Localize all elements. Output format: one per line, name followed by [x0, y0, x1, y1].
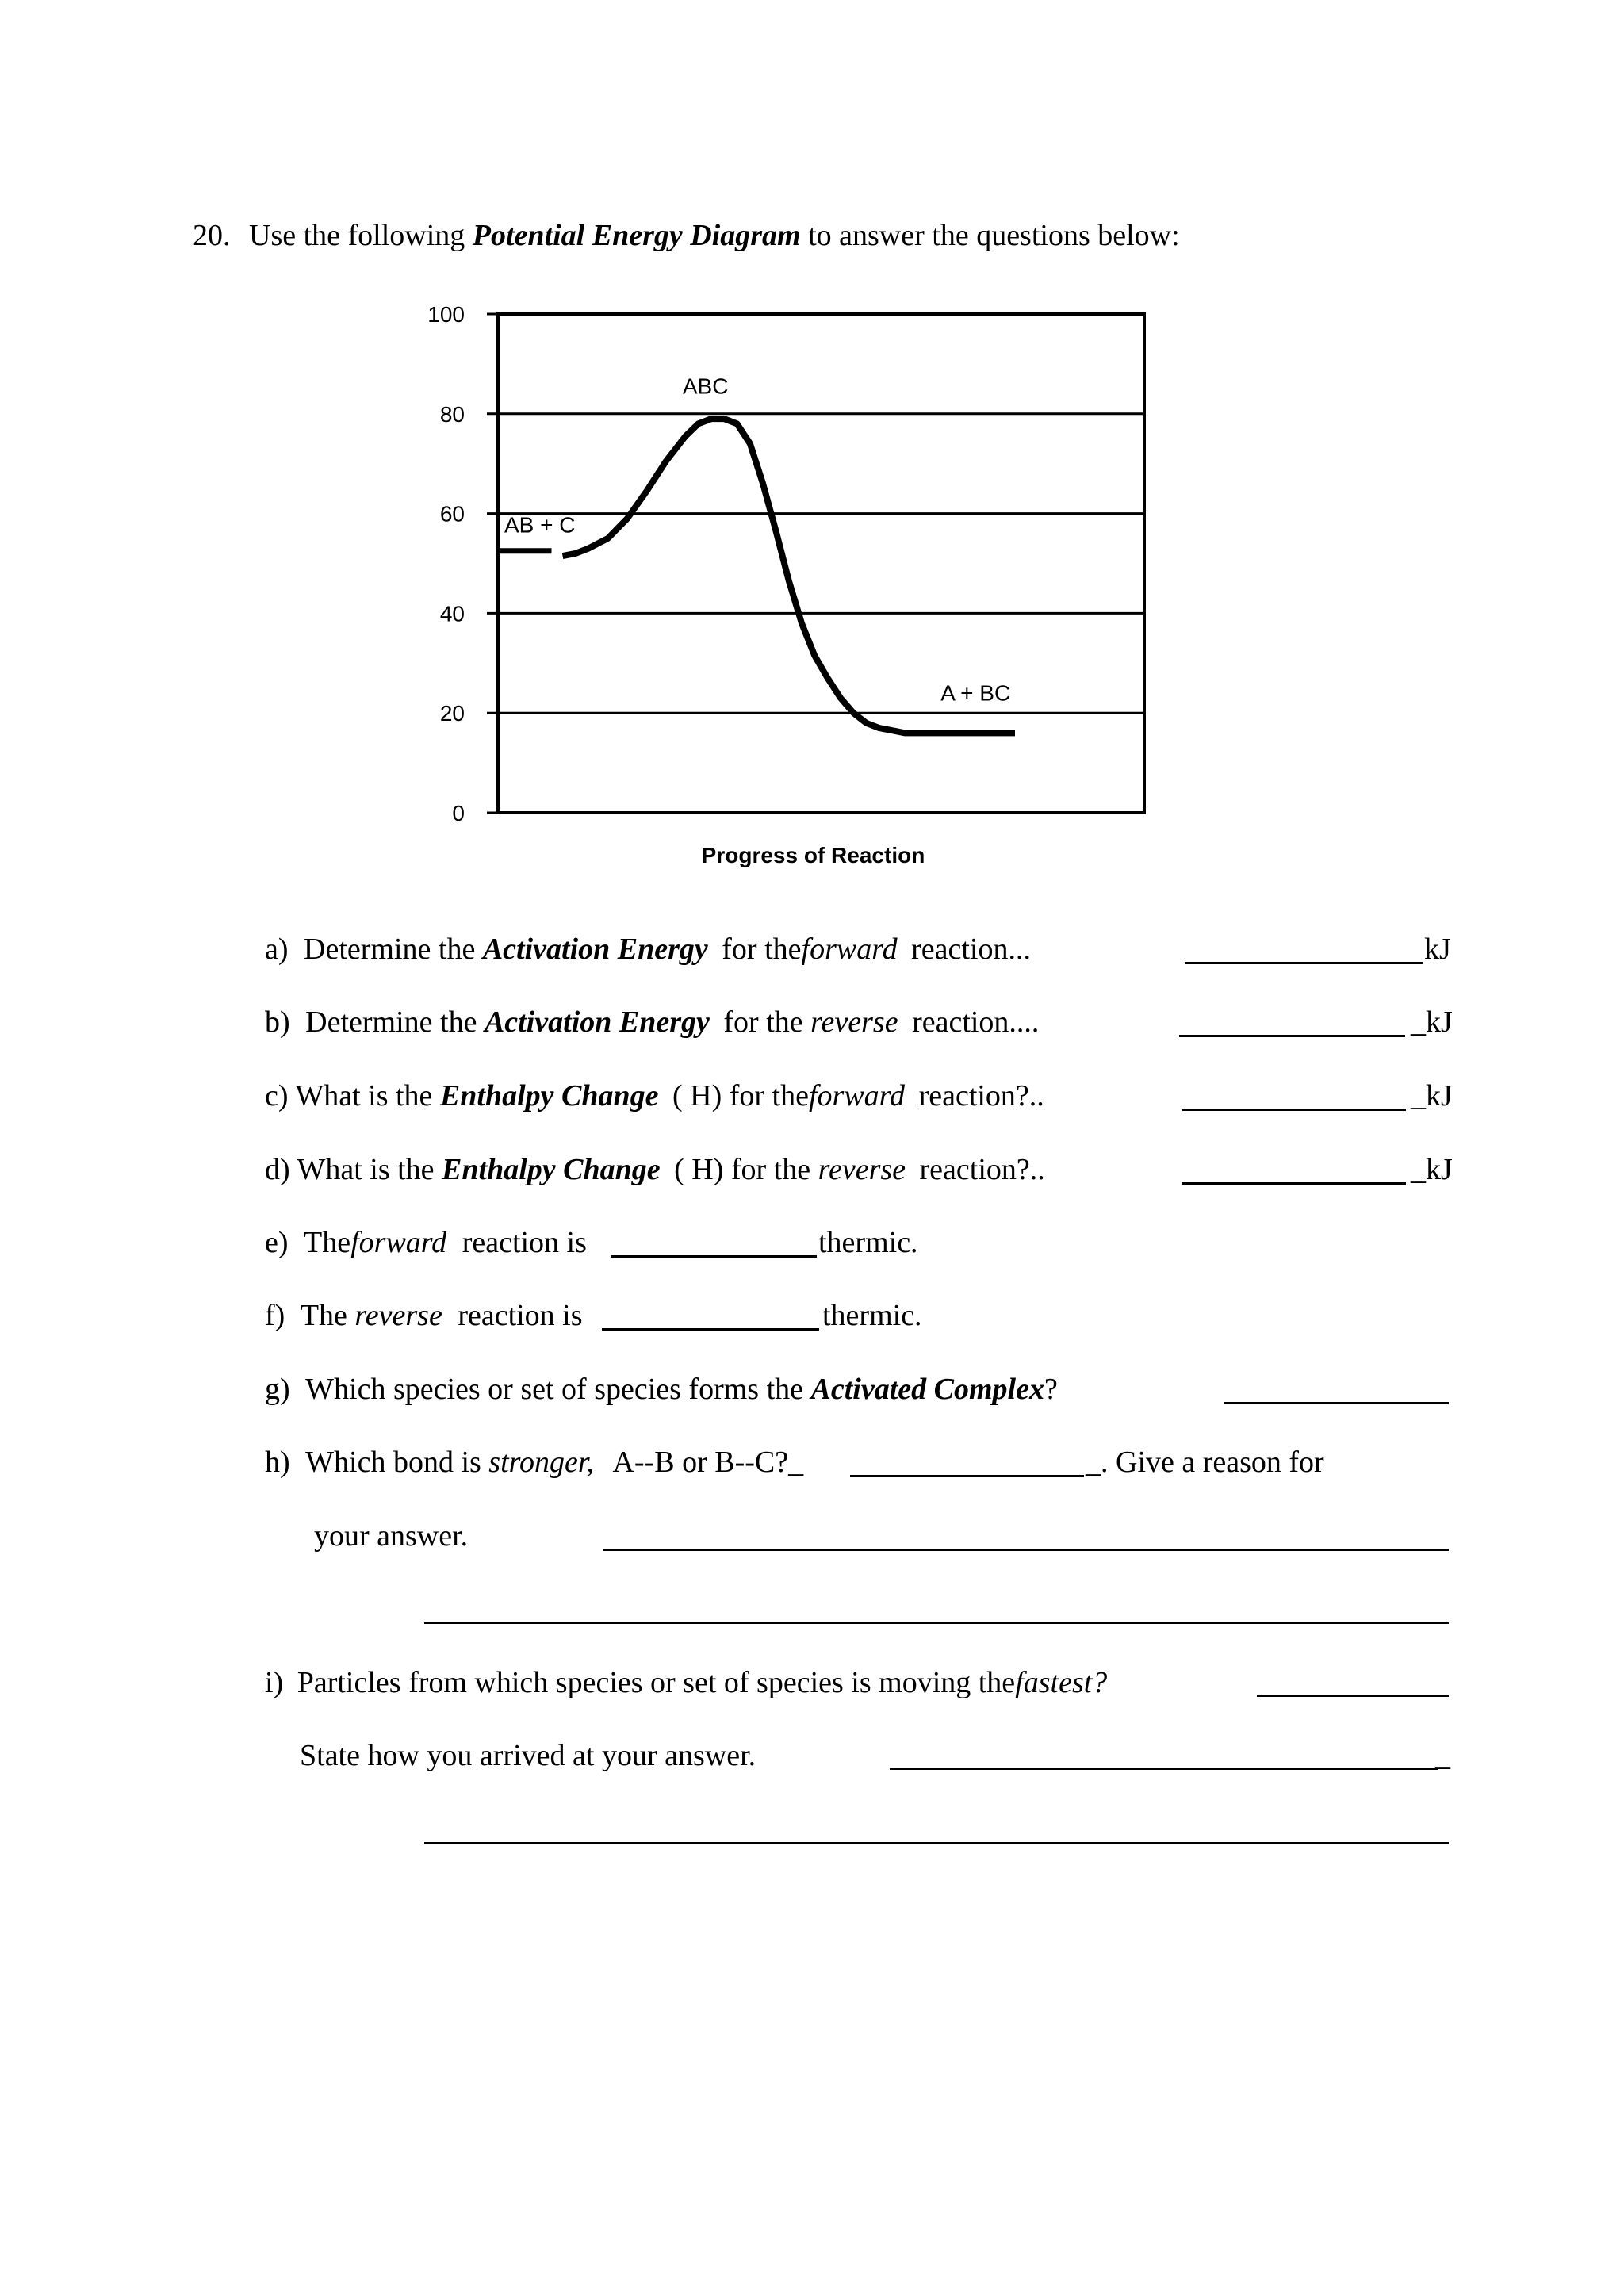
item-g-text: Which species or set of species forms the [305, 1373, 804, 1406]
item-e-text-2: reaction is [462, 1226, 587, 1259]
item-g-label: g) [265, 1373, 290, 1406]
activated-complex-label: ABC [682, 373, 729, 399]
item-i-text: Particles from which species or set of species is moving the [297, 1666, 1016, 1699]
potential-energy-chart [0, 0, 1624, 912]
y-tick-label-60: 60 [439, 501, 465, 527]
item-h-text-3: _. Give a reason for [1086, 1446, 1324, 1479]
y-tick-label-20: 20 [439, 701, 465, 726]
item-h-reason-blank-2[interactable] [424, 1622, 1449, 1624]
item-g-answer-blank[interactable] [1224, 1402, 1449, 1404]
item-g-text-2: ? [1044, 1373, 1058, 1406]
item-i-text-2: State how you arrived at your answer. [300, 1739, 756, 1772]
item-d-unit: _kJ [1411, 1153, 1453, 1186]
item-a-text-3: reaction... [911, 933, 1031, 966]
item-i-answer-blank[interactable] [1257, 1695, 1449, 1697]
item-c-label: c) [265, 1079, 289, 1113]
item-b-unit: _kJ [1411, 1005, 1453, 1039]
item-i-reason-blank-2[interactable] [424, 1842, 1449, 1844]
question-number: 20. [193, 219, 231, 252]
item-h [265, 1445, 803, 1480]
item-a-emphasis: Activation Energy [482, 933, 708, 966]
question-outro: to answer the questions below: [808, 219, 1180, 252]
item-c-answer-blank[interactable] [1182, 1109, 1406, 1111]
item-f-text: The [300, 1299, 347, 1332]
item-b-text-2: for the [723, 1005, 803, 1039]
item-i-italic: fastest? [1015, 1666, 1108, 1699]
item-f [265, 1298, 583, 1333]
item-f-label: f) [265, 1299, 285, 1332]
item-h-answer-blank[interactable] [850, 1475, 1084, 1477]
item-f-answer-blank[interactable] [602, 1328, 819, 1331]
item-c-unit: _kJ [1411, 1079, 1453, 1113]
item-a [265, 932, 1031, 967]
item-a-text-2: for the [722, 933, 802, 966]
item-d-text-2: ( H) for the [674, 1153, 811, 1186]
item-e-italic: forward [350, 1226, 447, 1259]
item-d-answer-blank[interactable] [1182, 1182, 1406, 1185]
item-c [265, 1078, 1044, 1113]
item-b-label: b) [265, 1005, 290, 1039]
item-i [265, 1665, 1107, 1700]
item-g-emphasis: Activated Complex [810, 1373, 1044, 1406]
item-f-text-2: reaction is [458, 1299, 583, 1332]
item-b-italic: reverse [810, 1005, 898, 1039]
item-e-suffix: thermic. [818, 1226, 918, 1259]
item-d-emphasis: Enthalpy Change [442, 1153, 661, 1186]
item-h-text-2: A--B or B--C?_ [612, 1446, 804, 1479]
plot-frame [498, 314, 1144, 813]
x-axis-label: Progress of Reaction [701, 843, 925, 867]
question-intro: Use the following [249, 219, 465, 252]
item-d-italic: reverse [818, 1153, 906, 1186]
y-tick-label-80: 80 [439, 401, 465, 427]
item-h-label: h) [265, 1446, 290, 1479]
y-tick-label-40: 40 [439, 601, 465, 626]
item-b-text-3: reaction.... [912, 1005, 1040, 1039]
item-d-text: What is the [297, 1153, 435, 1186]
item-i-blank-tail: _ [1435, 1739, 1450, 1772]
item-e-answer-blank[interactable] [611, 1255, 817, 1258]
item-a-answer-blank[interactable] [1185, 962, 1423, 964]
item-f-italic: reverse [354, 1299, 442, 1332]
item-e [265, 1225, 587, 1260]
item-a-unit: kJ [1424, 933, 1451, 966]
item-b-answer-blank[interactable] [1179, 1035, 1405, 1037]
item-c-text-2: ( H) for the [672, 1079, 809, 1113]
item-f-suffix: thermic. [822, 1299, 922, 1332]
y-tick-label-100: 100 [427, 302, 465, 327]
item-a-text: Determine the [304, 933, 476, 966]
item-a-label: a) [265, 933, 289, 966]
item-i-reason-blank-1[interactable] [890, 1768, 1438, 1770]
question-emphasis: Potential Energy Diagram [472, 219, 801, 252]
products-label: A + BC [940, 680, 1011, 706]
item-d-label: d) [265, 1153, 290, 1186]
item-h-reason-blank-1[interactable] [603, 1549, 1449, 1551]
item-b [265, 1005, 1039, 1040]
item-b-text: Determine the [305, 1005, 477, 1039]
item-h-text: Which bond is [305, 1446, 481, 1479]
item-e-text: The [304, 1226, 351, 1259]
item-c-italic: forward [808, 1079, 906, 1113]
item-d-text-3: reaction?.. [919, 1153, 1045, 1186]
item-b-emphasis: Activation Energy [484, 1005, 710, 1039]
item-c-text: What is the [295, 1079, 433, 1113]
item-g [265, 1372, 1058, 1407]
item-e-label: e) [265, 1226, 289, 1259]
reactants-label: AB + C [504, 512, 576, 538]
item-h-text-4: your answer. [314, 1519, 469, 1553]
y-tick-label-0: 0 [452, 801, 465, 825]
item-c-text-3: reaction?.. [918, 1079, 1044, 1113]
item-h-italic: stronger, [488, 1446, 594, 1479]
item-d [265, 1152, 1045, 1187]
item-a-italic: forward [801, 933, 898, 966]
item-i-label: i) [265, 1666, 284, 1699]
item-c-emphasis: Enthalpy Change [439, 1079, 659, 1113]
